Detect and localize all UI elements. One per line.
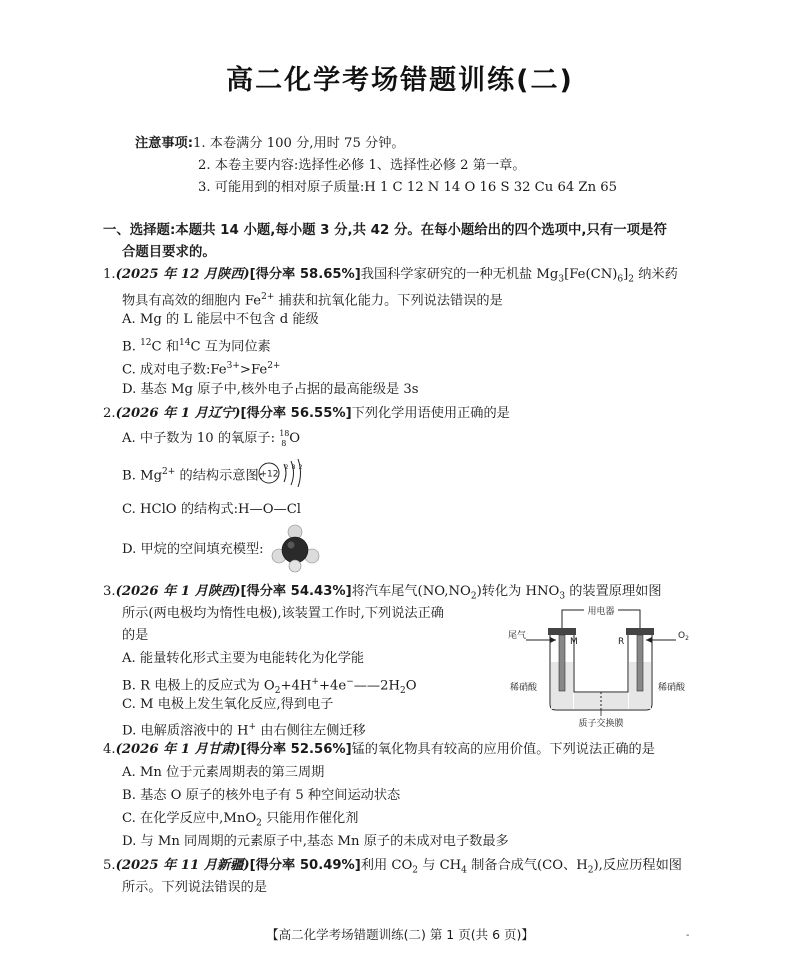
- q1-superscript: 2+: [261, 292, 275, 302]
- section-header-line-2: 合题目要求的。: [122, 245, 216, 260]
- q1-text: B.: [122, 339, 141, 355]
- q2-mass-number: 18: [279, 429, 290, 438]
- q4-score-rate: [得分率 52.56%]: [240, 742, 352, 757]
- q2-option-b: [122, 463, 263, 485]
- q1-option-d: D. 基态 Mg 原子中,核外电子占据的最高能级是 3s: [122, 382, 419, 397]
- carbon-atom: [282, 537, 308, 563]
- carbon-highlight: [288, 542, 295, 549]
- q1-text: 纳米药: [634, 267, 678, 282]
- notice-item-3: 3. 可能用到的相对原子质量:H 1 C 12 N 14 O 16 S 32 Cu 64 Zn 65: [198, 180, 618, 195]
- q1-text: 捕获和抗氧化能力。下列说法错误的是: [274, 293, 503, 309]
- shell-2-electrons: 8: [291, 464, 296, 471]
- q4-number: 4.: [103, 742, 116, 757]
- q2-text: 下列化学用语使用正确的是: [351, 406, 510, 421]
- q3-source: (2026 年 1 月陕西): [115, 584, 241, 599]
- q4-source: (2026 年 1 月甘肃): [115, 742, 241, 757]
- q2-atomic-number: 8: [281, 439, 287, 448]
- q3-electrochemical-device-diagram: [500, 600, 700, 730]
- q1-stem-line-1: [103, 266, 678, 289]
- arrow-right-inlet: [646, 637, 652, 643]
- q1-option-b: [122, 334, 271, 356]
- q5-subscript: 4: [461, 865, 467, 876]
- q4-option-a: A. Mn 位于元素周期表的第三周期: [122, 765, 325, 780]
- q1-text: 我国科学家研究的一种无机盐 Mg: [360, 267, 559, 282]
- electrode-m-label: M: [570, 637, 578, 647]
- q2-text: 的结构示意图:: [175, 468, 264, 484]
- q1-text: 物具有高效的细胞内 Fe: [122, 293, 262, 309]
- q1-text: >Fe: [239, 362, 268, 378]
- nucleus-charge: +12: [259, 469, 279, 480]
- q5-source: (2025 年 11 月新疆): [115, 858, 250, 873]
- q1-score-rate: [得分率 58.65%]: [249, 267, 361, 282]
- q2-text: A. 中子数为 10 的氧原子:: [122, 431, 276, 446]
- q5-stem-line-2: 所示。下列说法错误的是: [122, 880, 268, 895]
- q4-option-b: B. 基态 O 原子的核外电子有 5 种空间运动状态: [122, 788, 401, 803]
- q5-subscript: 2: [412, 865, 418, 876]
- left-acid-label: 稀硝酸: [510, 683, 538, 693]
- q3-subscript: 2: [274, 686, 281, 697]
- q3-text: B. R 电极上的反应式为 O: [122, 678, 275, 694]
- q3-text: 将汽车尾气(NO,NO: [351, 584, 471, 599]
- membrane-label: 质子交换膜: [578, 719, 624, 729]
- q2-source: (2026 年 1 月辽宁): [115, 406, 241, 421]
- corner-mark: -: [686, 930, 690, 941]
- electrode-r-label: R: [618, 637, 625, 647]
- q2-number: 2.: [103, 406, 116, 421]
- device-label: 用电器: [587, 607, 615, 617]
- q3-superscript: +: [248, 722, 257, 732]
- arrow-left-inlet: [550, 637, 556, 643]
- q1-source: (2025 年 12 月陕西): [115, 267, 250, 282]
- hydrogen-atom-front: [289, 560, 301, 572]
- exhaust-gas-label: 尾气: [508, 631, 527, 641]
- oxygen-symbol: O: [678, 631, 686, 641]
- electrode-r: [637, 635, 643, 691]
- q1-subscript: 3: [558, 274, 565, 285]
- q1-superscript: 12: [140, 338, 152, 348]
- q3-score-rate: [得分率 54.43%]: [240, 584, 352, 599]
- q5-text: 与 CH: [418, 858, 462, 873]
- oxygen-subscript: 2: [685, 635, 689, 642]
- q3-superscript: −: [346, 677, 354, 687]
- oxygen-label: [678, 631, 689, 642]
- q3-subscript: 2: [470, 591, 477, 602]
- q5-stem-line-1: [103, 857, 682, 880]
- q5-text: ),反应历程如图: [593, 858, 682, 873]
- q5-text: 制备合成气(CO、H: [466, 858, 588, 873]
- q3-superscript: +: [311, 677, 319, 687]
- q1-subscript: 6: [617, 274, 624, 285]
- q1-text: C 互为同位素: [190, 339, 271, 355]
- electrode-m: [559, 635, 565, 691]
- q4-option-c: [122, 810, 358, 833]
- q1-text: [Fe(CN): [564, 267, 618, 282]
- q3-option-a: A. 能量转化形式主要为电能转化为化学能: [122, 651, 365, 666]
- q1-number: 1.: [103, 267, 116, 282]
- q3-number: 3.: [103, 584, 116, 599]
- q1-subscript: 2: [628, 274, 635, 285]
- q3-stem-line-3: 的是: [122, 628, 149, 643]
- q2-stem: [103, 405, 510, 423]
- notice-item-1: 1. 本卷满分 100 分,用时 75 分钟。: [193, 136, 405, 151]
- q1-text: ]: [623, 267, 629, 282]
- left-stopper: [548, 628, 576, 635]
- q2-text: B. Mg: [122, 468, 163, 484]
- q3-subscript: 3: [559, 591, 566, 602]
- right-stopper: [626, 628, 654, 635]
- q2-superscript: 2+: [162, 467, 176, 477]
- section-header-line-1: 一、选择题:本题共 14 小题,每小题 3 分,共 42 分。在每小题给出的四个选项中,只有一项是符: [103, 223, 667, 238]
- q1-superscript: 3+: [226, 361, 240, 371]
- right-acid-label: 稀硝酸: [658, 683, 686, 693]
- q3-text: 的装置原理如图: [565, 584, 662, 599]
- methane-space-filling-model: [270, 523, 322, 573]
- q1-stem-line-2: [122, 288, 503, 310]
- q2-score-rate: [得分率 56.55%]: [240, 406, 352, 421]
- q3-subscript: 2: [400, 686, 406, 697]
- q4-stem: [103, 741, 655, 759]
- q3-text: )转化为 HNO: [476, 584, 560, 599]
- q3-text: +4e: [318, 678, 347, 694]
- q1-text: C 和: [151, 339, 180, 355]
- q4-text: 只能用作催化剂: [261, 811, 359, 826]
- q3-text: ——2H: [353, 678, 401, 694]
- notice-label: 注意事项:: [135, 136, 194, 151]
- q1-superscript: 14: [179, 338, 191, 348]
- q2-isotope-notation: [279, 430, 289, 448]
- shell-1-electrons: 2: [284, 464, 289, 471]
- q2-option-c: C. HClO 的结构式:H—O—Cl: [122, 502, 302, 517]
- q5-subscript: 2: [587, 865, 594, 876]
- q2-text: O: [289, 431, 301, 446]
- q3-text: 由右侧往左侧迁移: [256, 723, 366, 739]
- q2-option-d: D. 甲烷的空间填充模型:: [122, 542, 264, 557]
- mg-ion-structure-diagram: [255, 455, 305, 491]
- page-title: 高二化学考场错题训练(二): [226, 65, 574, 96]
- q4-option-d: D. 与 Mn 同周期的元素原子中,基态 Mn 原子的未成对电子数最多: [122, 834, 509, 849]
- q1-text: C. 成对电子数:Fe: [122, 362, 227, 378]
- q3-option-c: C. M 电极上发生氧化反应,得到电子: [122, 697, 334, 712]
- q3-text: O: [405, 678, 417, 694]
- notice-line-1: [135, 135, 405, 153]
- q4-text: C. 在化学反应中,MnO: [122, 811, 257, 826]
- q4-subscript: 2: [256, 818, 262, 829]
- q3-stem-line-2: 所示(两电极均为惰性电极),该装置工作时,下列说法正确: [122, 606, 444, 621]
- q3-text: +4H: [280, 678, 312, 694]
- q1-option-c: [122, 357, 280, 379]
- q4-text: 锰的氧化物具有较高的应用价值。下列说法正确的是: [351, 742, 655, 757]
- page-footer: 【高二化学考场错题训练(二) 第 1 页(共 6 页)】: [266, 927, 534, 942]
- shell-3-electrons: 2: [298, 464, 303, 471]
- q3-option-d: [122, 718, 366, 740]
- q1-superscript: 2+: [267, 361, 281, 371]
- notice-item-2: 2. 本卷主要内容:选择性必修 1、选择性必修 2 第一章。: [198, 158, 526, 173]
- q1-option-a: A. Mg 的 L 能层中不包含 d 能级: [122, 312, 319, 327]
- q3-text: D. 电解质溶液中的 H: [122, 723, 249, 739]
- q2-option-a: [122, 430, 300, 448]
- q5-score-rate: [得分率 50.49%]: [249, 858, 361, 873]
- q5-number: 5.: [103, 858, 116, 873]
- q5-text: 利用 CO: [360, 858, 413, 873]
